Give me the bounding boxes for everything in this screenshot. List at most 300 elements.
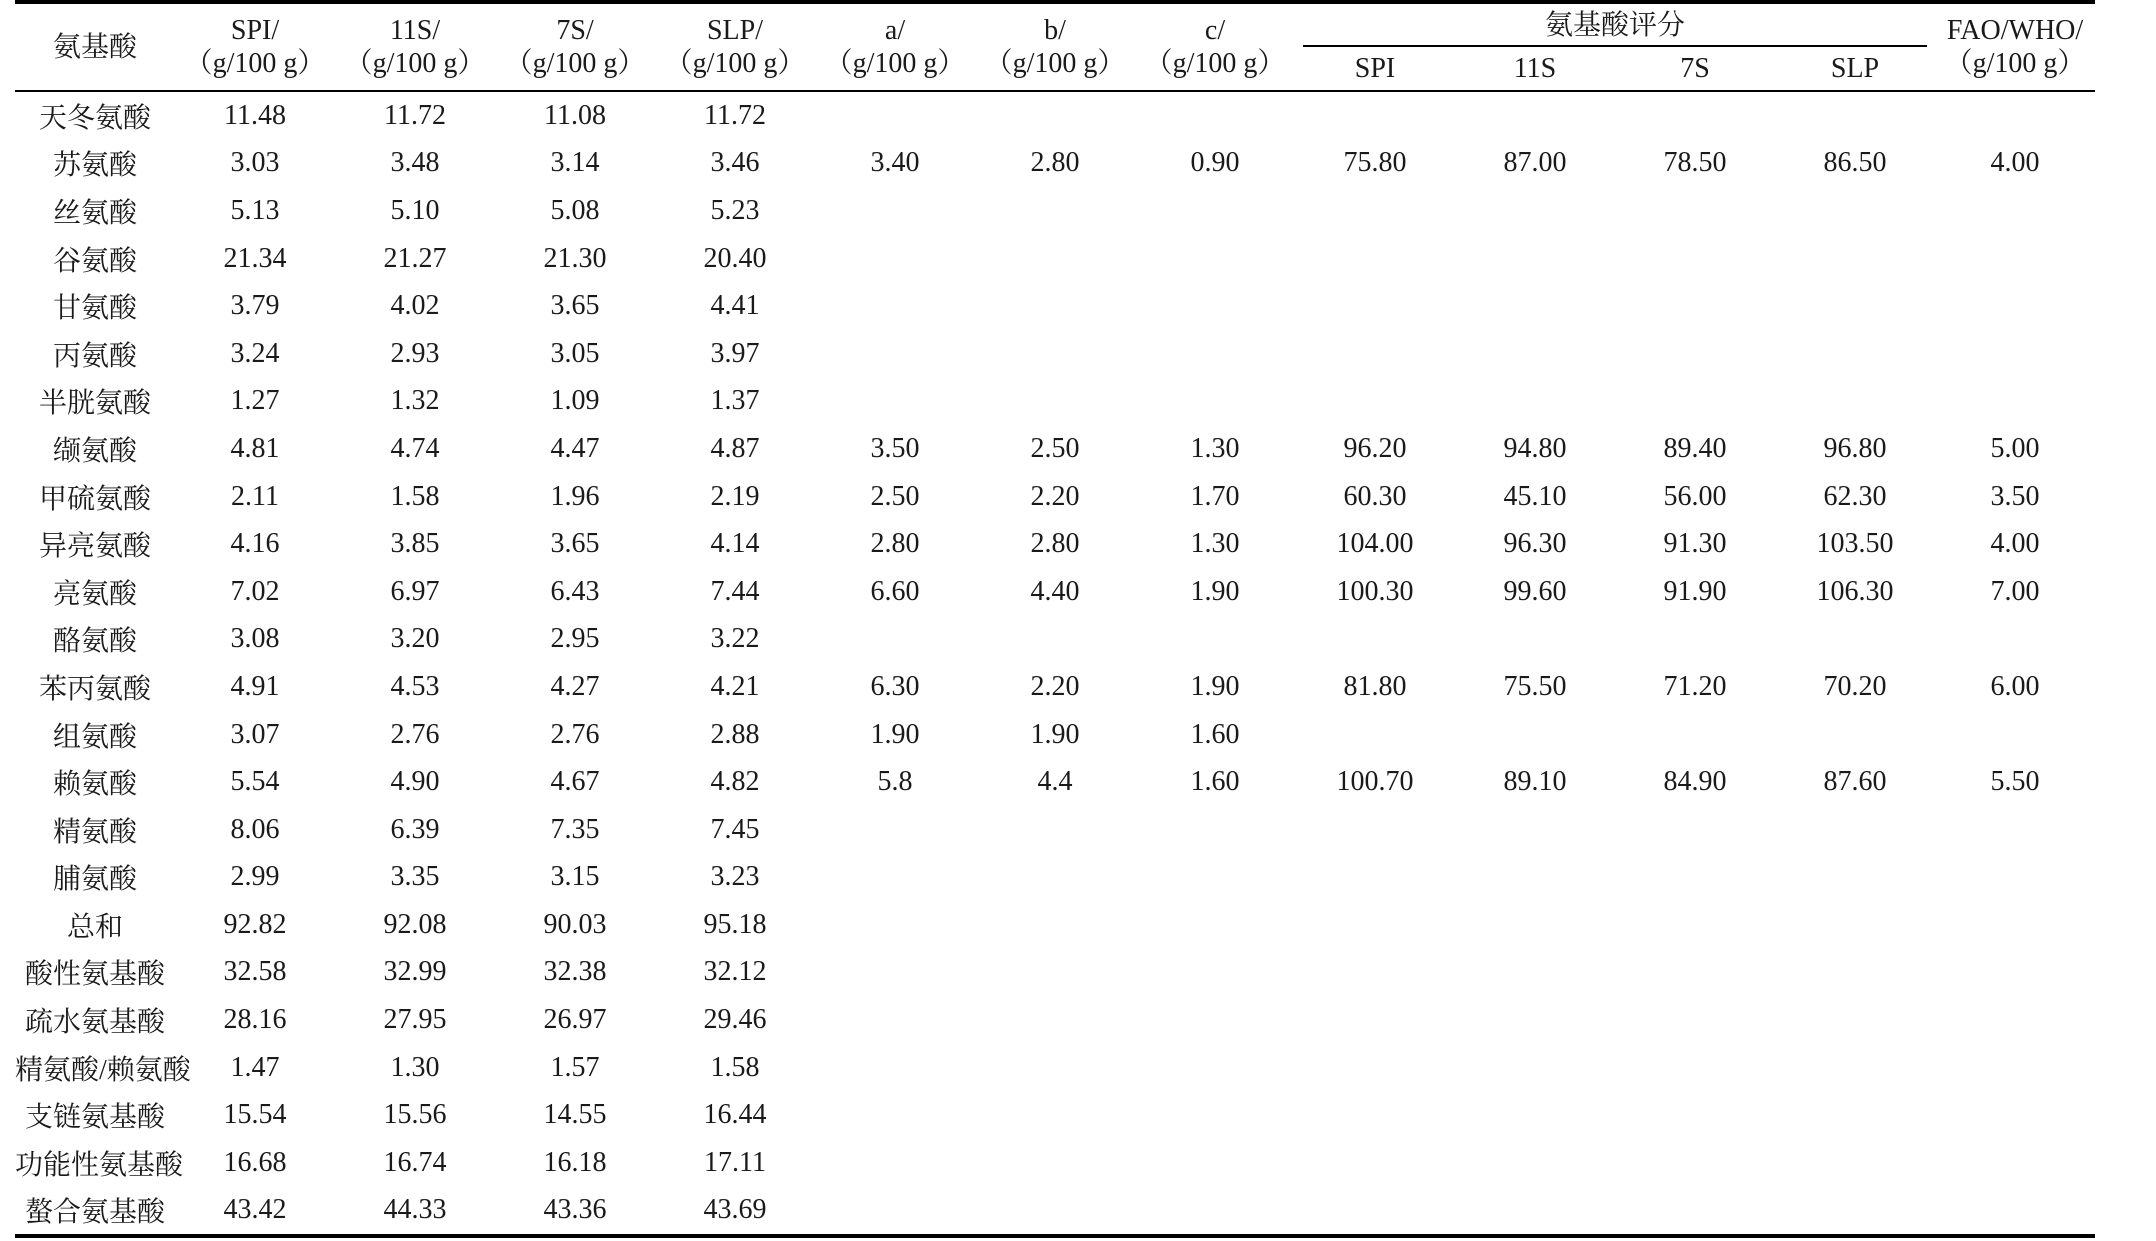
value-cell — [815, 1139, 975, 1187]
value-cell: 3.50 — [1990, 480, 2040, 512]
value-cell: 2.88 — [710, 718, 760, 750]
value-cell: 11.48 — [224, 99, 286, 131]
value-cell — [1295, 91, 1455, 140]
table-row — [15, 187, 2095, 235]
value-cell — [1135, 1044, 1295, 1092]
amino-acid-name-cell: 亮氨酸 — [52, 578, 137, 610]
value-cell: 4.00 — [1990, 528, 2040, 560]
value-cell: 96.30 — [1503, 528, 1567, 560]
table-row — [15, 758, 2095, 806]
table-row — [15, 663, 2095, 711]
value-cell — [1295, 187, 1455, 235]
value-cell: 5.10 — [390, 194, 440, 226]
value-cell — [1935, 806, 2095, 854]
value-cell — [1615, 854, 1775, 902]
value-cell: 28.16 — [223, 1004, 287, 1036]
value-cell — [1295, 996, 1455, 1044]
amino-acid-name-cell: 天冬氨酸 — [38, 102, 151, 134]
value-cell — [975, 187, 1135, 235]
value-cell: 5.00 — [1990, 432, 2040, 464]
value-cell — [1935, 901, 2095, 949]
value-cell: 15.56 — [383, 1099, 447, 1131]
amino-acid-name-cell: 脯氨酸 — [52, 864, 137, 896]
amino-acid-name-cell: 精氨酸 — [52, 816, 137, 848]
value-cell: 2.80 — [870, 528, 920, 560]
value-cell: 4.91 — [230, 670, 280, 702]
amino-acid-name-cell: 总和 — [66, 911, 123, 943]
value-cell: 3.85 — [390, 528, 440, 560]
value-cell: 1.90 — [870, 718, 920, 750]
value-cell — [1455, 1091, 1615, 1139]
value-cell: 3.07 — [230, 718, 280, 750]
value-cell — [1935, 187, 2095, 235]
table-row — [15, 140, 2095, 188]
value-cell — [1455, 330, 1615, 378]
table-row — [15, 616, 2095, 664]
table-row — [15, 901, 2095, 949]
table-row — [15, 378, 2095, 426]
amino-acid-name-cell: 酸性氨基酸 — [24, 959, 165, 991]
value-cell: 6.43 — [550, 575, 600, 607]
value-cell — [1455, 996, 1615, 1044]
value-cell: 92.82 — [223, 908, 287, 940]
value-cell: 3.15 — [550, 861, 600, 893]
value-cell — [1615, 282, 1775, 330]
value-cell — [1455, 901, 1615, 949]
value-cell — [1775, 854, 1935, 902]
value-cell: 4.4 — [1037, 766, 1073, 798]
value-cell: 21.34 — [223, 242, 287, 274]
value-cell: 4.87 — [710, 432, 760, 464]
value-cell — [815, 1091, 975, 1139]
value-cell — [1615, 711, 1775, 759]
value-cell: 3.22 — [710, 623, 760, 655]
header-score-spi: SPI — [1295, 47, 1455, 91]
value-cell: 1.60 — [1190, 766, 1240, 798]
value-cell — [1615, 901, 1775, 949]
value-cell: 94.80 — [1503, 432, 1567, 464]
value-cell: 43.36 — [495, 1187, 655, 1237]
value-cell — [1775, 235, 1935, 283]
value-cell — [1455, 1044, 1615, 1092]
value-cell — [1615, 187, 1775, 235]
value-cell: 45.10 — [1503, 480, 1567, 512]
value-cell: 104.00 — [1336, 528, 1414, 560]
value-cell — [1935, 235, 2095, 283]
value-cell: 4.40 — [1030, 575, 1080, 607]
value-cell: 32.99 — [383, 956, 447, 988]
value-cell — [1935, 330, 2095, 378]
value-cell — [1935, 949, 2095, 997]
table-row — [15, 996, 2095, 1044]
value-cell: 15.54 — [223, 1099, 287, 1131]
amino-acid-name-cell: 谷氨酸 — [52, 245, 137, 277]
value-cell — [1455, 616, 1615, 664]
value-cell: 4.16 — [230, 528, 280, 560]
value-cell: 2.20 — [1030, 480, 1080, 512]
table-row — [15, 520, 2095, 568]
value-cell — [1135, 1187, 1295, 1237]
amino-acid-name-cell: 赖氨酸 — [52, 769, 137, 801]
value-cell — [1135, 616, 1295, 664]
value-cell: 0.90 — [1190, 147, 1240, 179]
value-cell — [1455, 1187, 1615, 1237]
value-cell: 4.41 — [710, 290, 760, 322]
value-cell: 62.30 — [1823, 480, 1887, 512]
value-cell — [1775, 1044, 1935, 1092]
value-cell: 1.32 — [390, 385, 440, 417]
header-score-slp: SLP — [1775, 47, 1935, 91]
value-cell: 6.00 — [1990, 670, 2040, 702]
value-cell — [975, 235, 1135, 283]
value-cell: 3.24 — [230, 337, 280, 369]
value-cell: 3.14 — [550, 147, 600, 179]
value-cell — [1455, 949, 1615, 997]
value-cell: 86.50 — [1823, 147, 1887, 179]
value-cell — [1935, 616, 2095, 664]
value-cell — [1615, 235, 1775, 283]
value-cell: 87.60 — [1823, 766, 1887, 798]
value-cell: 2.50 — [870, 480, 920, 512]
value-cell: 2.50 — [1030, 432, 1080, 464]
table-row — [15, 235, 2095, 283]
table-row — [15, 330, 2095, 378]
value-cell: 3.40 — [870, 147, 920, 179]
value-cell — [975, 330, 1135, 378]
value-cell: 3.97 — [710, 337, 760, 369]
value-cell — [1935, 1091, 2095, 1139]
value-cell — [975, 1187, 1135, 1237]
value-cell: 91.30 — [1663, 528, 1727, 560]
value-cell — [975, 949, 1135, 997]
value-cell: 3.65 — [550, 528, 600, 560]
value-cell — [1135, 949, 1295, 997]
amino-acid-name-cell: 精氨酸/赖氨酸 — [15, 1054, 191, 1086]
amino-acid-name-cell: 丙氨酸 — [52, 340, 137, 372]
value-cell: 99.60 — [1503, 575, 1567, 607]
value-cell: 4.00 — [1990, 147, 2040, 179]
value-cell — [1295, 378, 1455, 426]
value-cell: 6.30 — [870, 670, 920, 702]
value-cell: 16.44 — [703, 1099, 767, 1131]
header-7s: 7S/ （g/100 g） — [495, 2, 655, 91]
value-cell — [1295, 1091, 1455, 1139]
value-cell: 20.40 — [703, 242, 767, 274]
value-cell: 1.47 — [230, 1051, 280, 1083]
table-row — [15, 473, 2095, 521]
value-cell: 6.60 — [870, 575, 920, 607]
value-cell — [815, 282, 975, 330]
value-cell — [815, 187, 975, 235]
value-cell: 1.90 — [1030, 718, 1080, 750]
value-cell — [1295, 330, 1455, 378]
value-cell: 75.50 — [1503, 670, 1567, 702]
table-body — [15, 91, 2095, 1236]
value-cell — [1775, 187, 1935, 235]
value-cell: 11.72 — [384, 99, 446, 131]
amino-acid-name-cell: 异亮氨酸 — [38, 531, 151, 563]
table-row — [15, 568, 2095, 616]
value-cell: 3.03 — [230, 147, 280, 179]
value-cell: 1.09 — [550, 385, 600, 417]
value-cell: 1.90 — [1190, 670, 1240, 702]
value-cell — [1935, 378, 2095, 426]
value-cell — [815, 235, 975, 283]
value-cell: 16.74 — [383, 1146, 447, 1178]
value-cell — [975, 806, 1135, 854]
table-row — [15, 806, 2095, 854]
value-cell: 5.08 — [550, 194, 600, 226]
value-cell: 1.70 — [1190, 480, 1240, 512]
amino-acid-name-cell: 支链氨基酸 — [24, 1102, 165, 1134]
value-cell — [1135, 187, 1295, 235]
value-cell: 3.50 — [870, 432, 920, 464]
value-cell — [1615, 806, 1775, 854]
header-score-group: 氨基酸评分 — [1295, 2, 1935, 47]
value-cell: 70.20 — [1823, 670, 1887, 702]
value-cell — [975, 901, 1135, 949]
value-cell: 1.60 — [1190, 718, 1240, 750]
value-cell — [1135, 235, 1295, 283]
value-cell — [815, 996, 975, 1044]
value-cell: 21.30 — [543, 242, 607, 274]
header-b: b/ （g/100 g） — [975, 2, 1135, 91]
value-cell — [1615, 1091, 1775, 1139]
value-cell: 92.08 — [383, 908, 447, 940]
value-cell: 78.50 — [1663, 147, 1727, 179]
value-cell: 3.23 — [710, 861, 760, 893]
amino-acid-name-cell: 甘氨酸 — [52, 293, 137, 325]
value-cell — [1775, 1187, 1935, 1237]
value-cell: 4.53 — [390, 670, 440, 702]
value-cell: 32.12 — [703, 956, 767, 988]
value-cell — [1455, 1139, 1615, 1187]
value-cell — [1615, 1044, 1775, 1092]
value-cell: 84.90 — [1663, 766, 1727, 798]
value-cell — [1135, 1091, 1295, 1139]
value-cell: 75.80 — [1343, 147, 1407, 179]
value-cell: 1.30 — [1190, 432, 1240, 464]
value-cell: 7.35 — [550, 813, 600, 845]
value-cell: 3.35 — [390, 861, 440, 893]
value-cell — [1295, 854, 1455, 902]
value-cell: 95.18 — [703, 908, 767, 940]
value-cell: 2.19 — [710, 480, 760, 512]
value-cell — [975, 1091, 1135, 1139]
value-cell — [1455, 378, 1615, 426]
value-cell: 103.50 — [1816, 528, 1894, 560]
value-cell: 3.48 — [390, 147, 440, 179]
value-cell: 7.45 — [710, 813, 760, 845]
value-cell: 1.57 — [550, 1051, 600, 1083]
value-cell — [1775, 901, 1935, 949]
value-cell — [975, 854, 1135, 902]
header-score-11s: 11S — [1455, 47, 1615, 91]
value-cell: 4.67 — [550, 766, 600, 798]
value-cell — [815, 616, 975, 664]
value-cell: 1.58 — [710, 1051, 760, 1083]
value-cell: 2.99 — [230, 861, 280, 893]
value-cell: 5.13 — [230, 194, 280, 226]
amino-acid-name-cell: 组氨酸 — [52, 721, 137, 753]
value-cell — [1295, 1044, 1455, 1092]
value-cell: 2.20 — [1030, 670, 1080, 702]
value-cell: 4.82 — [710, 766, 760, 798]
value-cell — [1455, 282, 1615, 330]
value-cell: 4.21 — [710, 670, 760, 702]
value-cell — [1455, 187, 1615, 235]
value-cell — [1775, 996, 1935, 1044]
table-row — [15, 91, 2095, 140]
amino-acid-table — [15, 0, 2095, 1238]
value-cell: 4.27 — [550, 670, 600, 702]
value-cell: 3.20 — [390, 623, 440, 655]
value-cell — [1775, 806, 1935, 854]
value-cell: 2.76 — [550, 718, 600, 750]
header-c: c/ （g/100 g） — [1135, 2, 1295, 91]
value-cell — [1775, 330, 1935, 378]
value-cell — [1775, 1139, 1935, 1187]
value-cell: 32.38 — [543, 956, 607, 988]
table-row — [15, 1139, 2095, 1187]
amino-acid-name-cell: 螯合氨基酸 — [15, 1187, 175, 1237]
value-cell: 32.58 — [223, 956, 287, 988]
value-cell — [975, 282, 1135, 330]
value-cell — [1935, 711, 2095, 759]
header-score-7s: 7S — [1615, 47, 1775, 91]
table-row — [15, 854, 2095, 902]
value-cell: 1.96 — [550, 480, 600, 512]
value-cell — [1295, 1187, 1455, 1237]
value-cell — [1455, 235, 1615, 283]
value-cell: 7.00 — [1990, 575, 2040, 607]
value-cell: 3.08 — [230, 623, 280, 655]
value-cell — [1135, 91, 1295, 140]
value-cell: 1.27 — [230, 385, 280, 417]
value-cell — [975, 378, 1135, 426]
value-cell — [1135, 1139, 1295, 1187]
value-cell: 2.93 — [390, 337, 440, 369]
table-row — [15, 711, 2095, 759]
value-cell: 2.80 — [1030, 528, 1080, 560]
table-row — [15, 1091, 2095, 1139]
value-cell — [975, 91, 1135, 140]
value-cell — [1455, 91, 1615, 140]
value-cell: 43.69 — [655, 1187, 815, 1237]
value-cell — [815, 854, 975, 902]
amino-acid-name-cell: 功能性氨基酸 — [15, 1149, 184, 1181]
header-fao-who: FAO/WHO/ （g/100 g） — [1935, 2, 2095, 91]
value-cell — [815, 378, 975, 426]
value-cell — [1615, 1187, 1775, 1237]
value-cell: 16.68 — [223, 1146, 287, 1178]
value-cell — [1135, 806, 1295, 854]
value-cell — [1935, 854, 2095, 902]
value-cell: 3.65 — [550, 290, 600, 322]
value-cell — [815, 330, 975, 378]
value-cell: 2.80 — [1030, 147, 1080, 179]
value-cell — [975, 996, 1135, 1044]
value-cell — [1775, 711, 1935, 759]
table-row — [15, 425, 2095, 473]
value-cell — [1615, 330, 1775, 378]
value-cell: 6.97 — [390, 575, 440, 607]
value-cell — [1615, 996, 1775, 1044]
value-cell: 7.02 — [230, 575, 280, 607]
value-cell: 3.79 — [230, 290, 280, 322]
value-cell: 106.30 — [1816, 575, 1894, 607]
value-cell: 29.46 — [703, 1004, 767, 1036]
value-cell: 5.54 — [230, 766, 280, 798]
value-cell: 96.80 — [1823, 432, 1887, 464]
value-cell: 26.97 — [543, 1004, 607, 1036]
value-cell: 27.95 — [383, 1004, 447, 1036]
value-cell: 11.08 — [544, 99, 606, 131]
amino-acid-name-cell: 缬氨酸 — [52, 435, 137, 467]
value-cell — [1295, 711, 1455, 759]
table-row — [15, 1044, 2095, 1092]
value-cell — [1455, 806, 1615, 854]
amino-acid-name-cell: 疏水氨基酸 — [24, 1007, 165, 1039]
value-cell: 56.00 — [1663, 480, 1727, 512]
value-cell — [1615, 378, 1775, 426]
value-cell — [1615, 1139, 1775, 1187]
value-cell — [1775, 949, 1935, 997]
value-cell: 1.30 — [390, 1051, 440, 1083]
value-cell — [1135, 901, 1295, 949]
value-cell: 1.90 — [1190, 575, 1240, 607]
amino-acid-name-cell: 甲硫氨酸 — [38, 483, 151, 515]
value-cell — [1935, 1187, 2095, 1237]
value-cell — [1935, 1044, 2095, 1092]
amino-acid-name-cell: 苯丙氨酸 — [38, 673, 151, 705]
value-cell — [1935, 996, 2095, 1044]
value-cell — [1615, 91, 1775, 140]
value-cell — [1615, 949, 1775, 997]
header-slp: SLP/ （g/100 g） — [655, 2, 815, 91]
value-cell — [1135, 996, 1295, 1044]
value-cell: 1.37 — [710, 385, 760, 417]
value-cell: 4.90 — [390, 766, 440, 798]
value-cell — [815, 901, 975, 949]
value-cell: 81.80 — [1343, 670, 1407, 702]
value-cell: 44.33 — [335, 1187, 495, 1237]
value-cell: 71.20 — [1663, 670, 1727, 702]
value-cell: 43.42 — [175, 1187, 335, 1237]
value-cell: 11.72 — [704, 99, 766, 131]
amino-acid-name-cell: 苏氨酸 — [52, 150, 137, 182]
value-cell — [1295, 1139, 1455, 1187]
value-cell — [1295, 616, 1455, 664]
value-cell — [1935, 282, 2095, 330]
value-cell: 16.18 — [543, 1146, 607, 1178]
value-cell — [1775, 91, 1935, 140]
value-cell: 1.58 — [390, 480, 440, 512]
value-cell — [815, 91, 975, 140]
header-11s: 11S/ （g/100 g） — [335, 2, 495, 91]
value-cell — [815, 1044, 975, 1092]
amino-acid-name-cell: 半胱氨酸 — [38, 388, 151, 420]
value-cell — [975, 616, 1135, 664]
value-cell — [1775, 378, 1935, 426]
value-cell: 3.05 — [550, 337, 600, 369]
value-cell: 4.02 — [390, 290, 440, 322]
value-cell — [1135, 378, 1295, 426]
value-cell — [1775, 616, 1935, 664]
value-cell: 7.44 — [710, 575, 760, 607]
value-cell — [1295, 806, 1455, 854]
value-cell: 60.30 — [1343, 480, 1407, 512]
